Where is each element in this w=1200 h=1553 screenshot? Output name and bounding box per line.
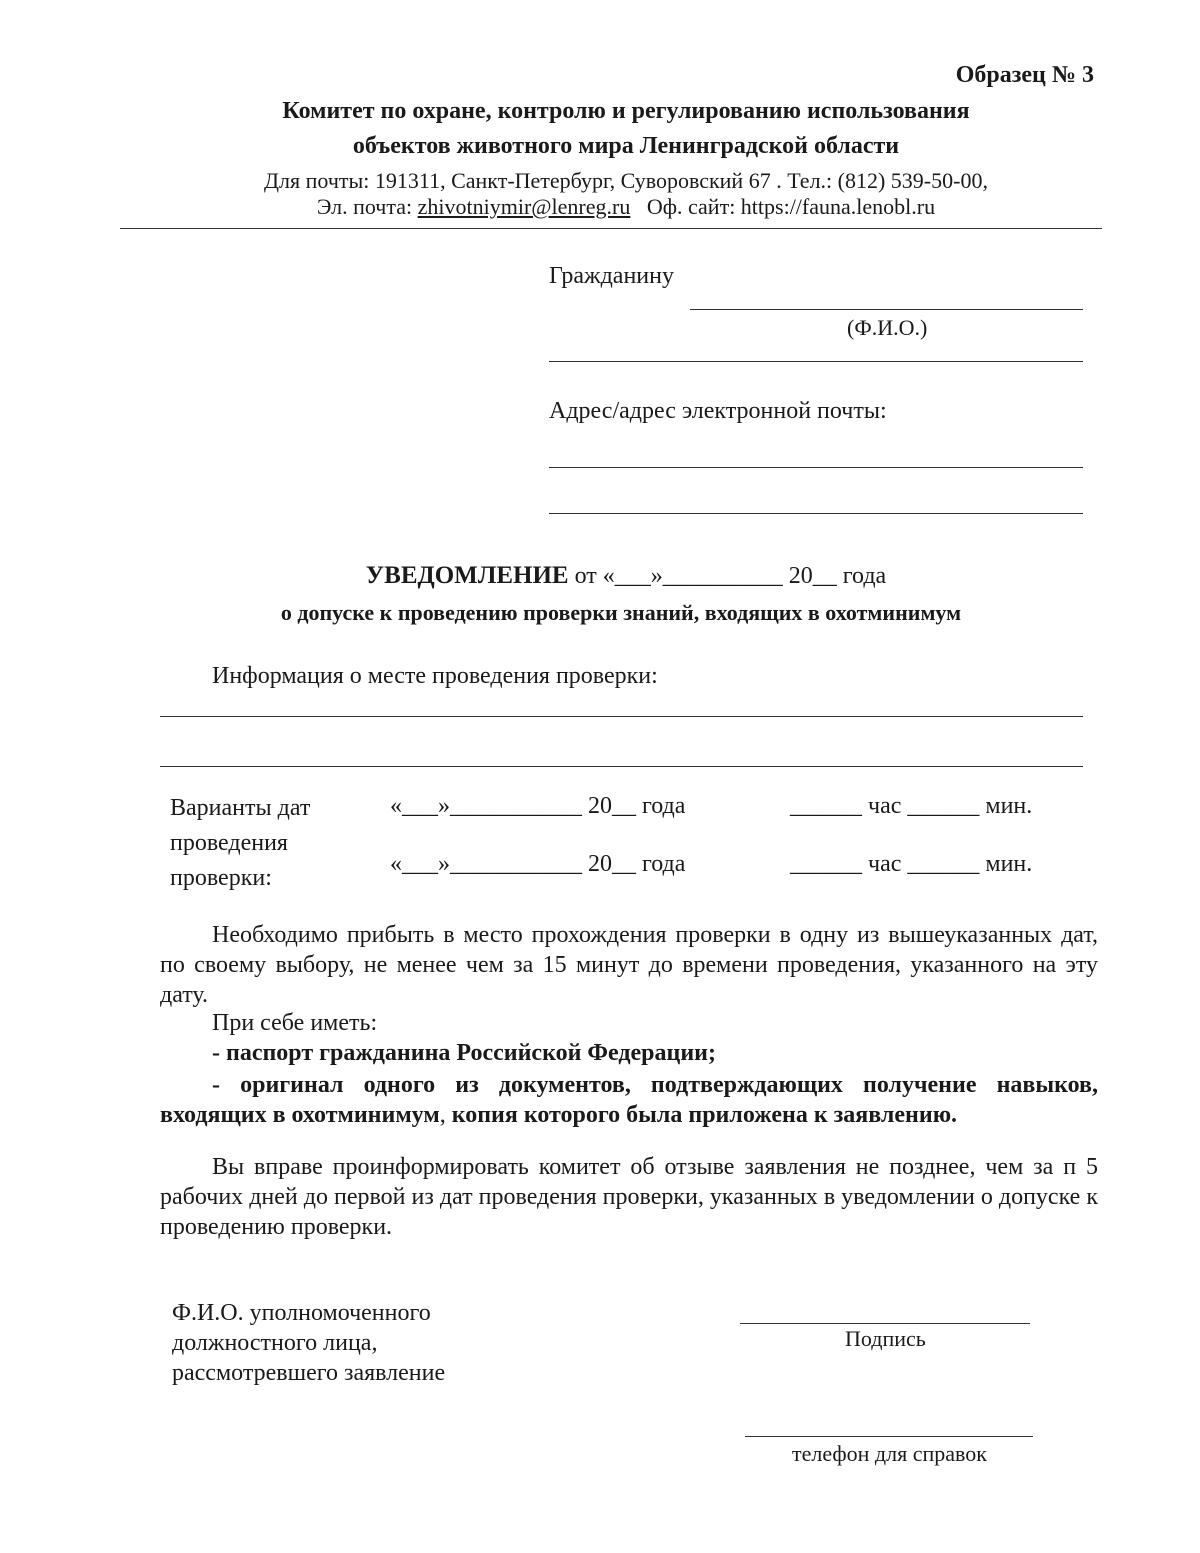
dates-label-line3: проверки: <box>170 865 272 891</box>
phone-caption: телефон для справок <box>792 1441 987 1466</box>
dates-label-line2: проведения <box>170 830 288 856</box>
place-line-2 <box>160 766 1083 767</box>
recipient-label: Гражданину <box>549 263 674 289</box>
bring-label: При себе иметь: <box>212 1010 378 1036</box>
date-option-1: «___»___________ 20__ года <box>390 793 686 819</box>
email-prefix: Эл. почта: <box>316 194 418 219</box>
org-name-line1: Комитет по охране, контролю и регулированию использования <box>282 98 970 124</box>
email-link[interactable]: zhivotniymir@lenreg.ru <box>417 194 631 219</box>
title-date: от «___»__________ 20__ года <box>574 563 887 589</box>
sample-label: Образец № 3 <box>955 62 1094 88</box>
phone-line <box>745 1436 1033 1437</box>
dates-label-line1: Варианты дат <box>170 795 311 821</box>
place-line-1 <box>160 716 1083 717</box>
signature-line <box>740 1323 1030 1324</box>
arrival-paragraph: Необходимо прибыть в место прохождения проверки в одну из вышеуказанных дат, по своему выбору, не менее чем за 15 минут до времени проведения, указанного на эту дату. <box>160 922 1098 1008</box>
time-option-2: ______ час ______ мин. <box>790 851 1033 877</box>
title-subtitle: о допуске к проведению проверки знаний, входящих в охотминимум <box>280 600 962 625</box>
required-item-original-sep: , <box>439 1102 452 1128</box>
address-line-2 <box>549 513 1083 514</box>
fio-line <box>690 309 1083 310</box>
org-name-line2: объектов животного мира Ленинградской области <box>352 133 900 159</box>
time-option-1: ______ час ______ мин. <box>790 793 1033 819</box>
official-line2: должностного лица, <box>172 1330 378 1356</box>
signature-caption: Подпись <box>845 1326 926 1351</box>
required-item-original-tail: копия которого была приложена к заявлению. <box>451 1102 958 1128</box>
title-line <box>0 562 1200 590</box>
fio-line-2 <box>549 361 1083 362</box>
official-line3: рассмотревшего заявление <box>172 1360 446 1386</box>
site-link: Оф. сайт: https://fauna.lenobl.ru <box>646 194 936 219</box>
address-line-1 <box>549 467 1083 468</box>
contacts-line <box>0 194 1200 220</box>
required-item-original <box>160 1070 1098 1130</box>
address-label: Адрес/адрес электронной почты: <box>549 398 887 424</box>
mail-address: Для почты: 191311, Санкт-Петербург, Суворовский 67 . Тел.: (812) 539-50-00, <box>264 168 988 193</box>
official-line1: Ф.И.О. уполномоченного <box>172 1300 431 1326</box>
date-option-2: «___»___________ 20__ года <box>390 851 686 877</box>
title-word: УВЕДОМЛЕНИЕ <box>365 562 569 589</box>
withdrawal-paragraph: Вы вправе проинформировать комитет об отзыве заявления не позднее, чем за п 5 рабочих дней до первой из дат проведения проверки, указанных в уведомлении о допуске к проведению проверки. <box>160 1154 1098 1240</box>
header-divider <box>120 228 1102 229</box>
required-item-passport: - паспорт гражданина Российской Федерации; <box>212 1040 716 1066</box>
fio-caption: (Ф.И.О.) <box>847 315 928 340</box>
place-label: Информация о месте проведения проверки: <box>212 663 658 689</box>
required-item-original-main: - оригинал одного из документов, подтверждающих получение навыков, входящих в охотминимум <box>160 1072 1098 1128</box>
